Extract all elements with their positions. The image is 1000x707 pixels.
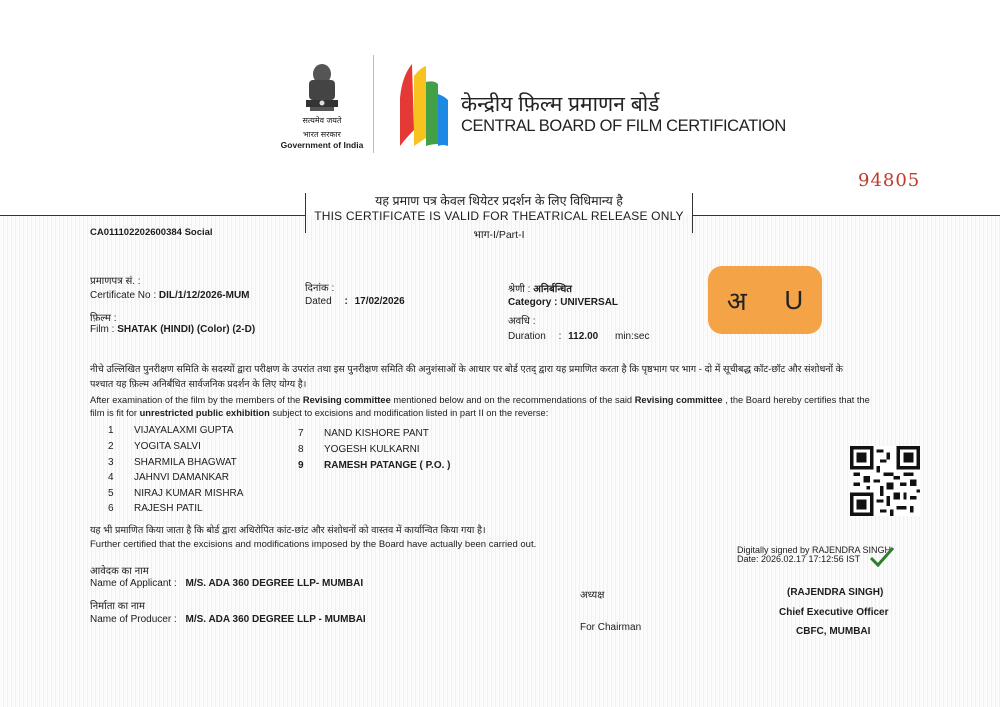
member-row — [108, 503, 203, 514]
para-english-1 — [90, 395, 870, 405]
applicant-label-hindi: आवेदक का नाम — [90, 566, 149, 577]
date-value: 17/02/2026 — [354, 296, 405, 307]
reference-code: CA011102202600384 Social — [90, 227, 213, 238]
member-row — [298, 444, 420, 455]
member-row — [298, 428, 429, 439]
member-num: 3 — [108, 457, 114, 468]
member-num: 2 — [108, 441, 114, 452]
producer-value: M/S. ADA 360 DEGREE LLP - MUMBAI — [185, 614, 366, 625]
producer-label-hindi: निर्माता का नाम — [90, 601, 145, 612]
member-num: 1 — [108, 425, 114, 436]
duration-label: Duration — [508, 331, 546, 342]
unrestricted-text: unrestricted public exhibition — [139, 408, 270, 418]
cert-no-value: DIL/1/12/2026-MUM — [158, 290, 250, 301]
member-num: 4 — [108, 472, 114, 483]
date-label: Dated — [305, 296, 332, 307]
para-hindi-2: पश्चात यह फ़िल्म अनिर्बंधित सार्वजनिक प्रदर्शन के लिए योग्य है। — [90, 379, 307, 390]
cbfc-logo-icon — [396, 58, 452, 150]
govt-english: Government of India — [280, 140, 364, 150]
category-label-hindi: श्रेणी : — [508, 284, 531, 295]
para-english-2 — [90, 408, 548, 418]
duration-row: Duration : 112.00 min:sec — [508, 331, 650, 342]
emblem-motto: सत्यमेव जयते — [302, 116, 342, 125]
para-english-2b: subject to excisions and modification listed in part II on the reverse: — [269, 408, 549, 418]
validity-english: THIS CERTIFICATE IS VALID FOR THEATRICAL RELEASE ONLY — [314, 209, 684, 223]
category-value: UNIVERSAL — [560, 297, 619, 308]
film-row — [90, 324, 255, 335]
member-name: NAND KISHORE PANT — [324, 428, 429, 439]
category-row — [508, 297, 618, 308]
duration-unit: min:sec — [614, 331, 650, 342]
member-name: RAJESH PATIL — [134, 503, 203, 514]
chairman-hindi: अध्यक्ष — [580, 590, 605, 601]
para-english-1a: After examination of the film by the members of the — [90, 395, 303, 405]
banner-line-right — [692, 215, 1000, 216]
part-label: भाग-I/Part-I — [473, 229, 525, 241]
digital-signature-line-2: Date: 2026.02.17 17:12:56 IST — [737, 554, 861, 564]
applicant-value: M/S. ADA 360 DEGREE LLP- MUMBAI — [185, 578, 364, 589]
member-name: YOGESH KULKARNI — [324, 444, 420, 455]
date-label-hindi: दिनांक : — [305, 283, 335, 294]
signatory-name: (RAJENDRA SINGH) — [787, 587, 884, 598]
banner-bracket-right — [692, 193, 693, 233]
member-num: 9 — [298, 460, 304, 471]
member-num: 5 — [108, 488, 114, 499]
rating-badge — [708, 266, 822, 334]
signatory-office: CBFC, MUMBAI — [796, 626, 871, 637]
digital-signature-line-1: Digitally signed by RAJENDRA SINGH — [737, 545, 892, 555]
member-row — [108, 457, 237, 468]
producer-row — [90, 614, 366, 625]
validity-hindi: यह प्रमाण पत्र केवल थियेटर प्रदर्शन के लिए विधिमान्य है — [375, 194, 623, 208]
header-divider — [373, 55, 374, 153]
board-name-english: CENTRAL BOARD OF FILM CERTIFICATION — [461, 117, 786, 135]
category-value-hindi: अनिर्बन्धित — [533, 284, 572, 295]
cert-no-label-hindi: प्रमाणपत्र सं. : — [90, 276, 141, 287]
member-num: 8 — [298, 444, 304, 455]
banner-line-left — [0, 215, 305, 216]
further-hindi: यह भी प्रमाणित किया जाता है कि बोर्ड द्वारा अधिरोपित कांट-छांट और संशोधनों को वास्तव में कार्यान्वित किया गया है। — [90, 525, 486, 536]
duration-label-hindi: अवधि : — [508, 316, 536, 327]
rating-hindi: अ — [726, 286, 747, 316]
board-name-hindi: केन्द्रीय फ़िल्म प्रमाणन बोर्ड — [461, 93, 660, 116]
member-row — [108, 488, 243, 499]
para-english-1b: mentioned below and on the recommendations of the said — [390, 395, 635, 405]
qr-code-icon — [850, 446, 920, 516]
member-row — [108, 441, 201, 452]
applicant-row — [90, 578, 363, 589]
producer-label: Name of Producer : — [90, 614, 177, 625]
member-name: JAHNVI DAMANKAR — [134, 472, 230, 483]
film-label-hindi: फ़िल्म : — [90, 313, 117, 324]
applicant-label: Name of Applicant : — [90, 578, 177, 589]
member-name: NIRAJ KUMAR MISHRA — [134, 488, 244, 499]
date-row: Dated : 17/02/2026 — [305, 296, 405, 307]
rating-english: U — [784, 284, 804, 315]
chairman-english: For Chairman — [580, 622, 642, 633]
member-name: SHARMILA BHAGWAT — [134, 457, 237, 468]
category-hindi-row — [508, 281, 572, 295]
member-num: 7 — [298, 428, 304, 439]
member-row — [108, 425, 233, 436]
member-name: VIJAYALAXMI GUPTA — [134, 425, 234, 436]
member-row — [298, 460, 451, 471]
member-num: 6 — [108, 503, 114, 514]
member-row — [108, 472, 229, 483]
signature-check-icon — [869, 546, 895, 568]
member-name: RAMESH PATANGE ( P.O. ) — [324, 460, 451, 471]
national-emblem-icon — [300, 62, 344, 124]
revising-committee-2: Revising committee — [634, 395, 723, 405]
film-value: SHATAK (HINDI) (Color) (2-D) — [117, 324, 256, 335]
category-label: Category : — [508, 297, 558, 308]
cert-no-row — [90, 290, 250, 301]
duration-value: 112.00 — [568, 331, 599, 342]
para-hindi-1: नीचे उल्लिखित पुनरीक्षण समिति के सदस्यों द्वारा परीक्षण के उपरांत तथा इस पुनरीक्षण समिति की अनुशंसाओं के आधार पर बोर्ड एतद् द्वारा यह प्रमाणित करता है कि पृष्ठभाग पर भाग - दो में सूचीबद्ध कॉट-छॉट और संशोधनों के — [90, 364, 843, 375]
govt-hindi: भारत सरकार — [303, 130, 341, 139]
further-english: Further certified that the excisions and modifications imposed by the Board have actually been carried out. — [90, 539, 537, 550]
film-label: Film : — [90, 324, 115, 335]
revising-committee-1: Revising committee — [302, 395, 391, 405]
serial-number: 94805 — [858, 170, 921, 191]
cert-no-label: Certificate No : — [90, 290, 157, 301]
member-name: YOGITA SALVI — [134, 441, 201, 452]
signatory-title: Chief Executive Officer — [779, 607, 889, 618]
para-english-2a: film is fit for — [90, 408, 140, 418]
para-english-1c: , the Board hereby certifies that the — [722, 395, 870, 405]
